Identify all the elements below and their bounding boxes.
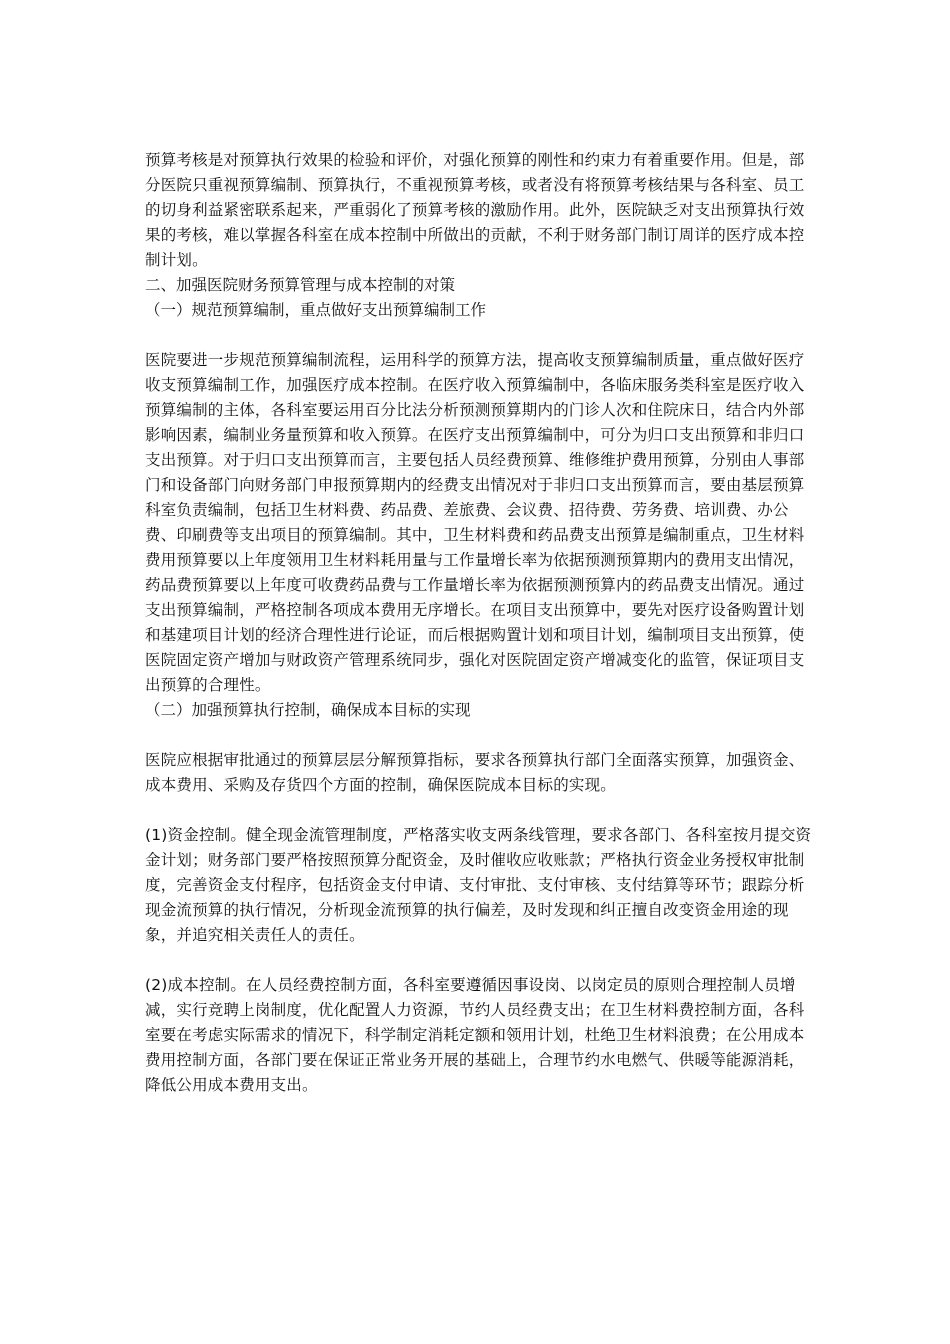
section-heading-2: 二、加强医院财务预算管理与成本控制的对策: [145, 276, 456, 294]
subsection-heading-2: （二）加强预算执行控制，确保成本目标的实现: [145, 701, 471, 719]
paragraph-fund-control: (1)资金控制。健全现金流管理制度，严格落实收支两条线管理，要求各部门、各科室按月提交资金计划；财务部门要严格按照预算分配资金，及时催收应收账款；严格执行资金业务授权审批制度，完善资金支付程序，包括资金支付申请、支付审批、支付审核、支付结算等环节；跟踪分析现金流预算的执行情况，分析现金流预算的执行偏差，及时发现和纠正擅自改变资金用途的现象，并追究相关责任人的责任。: [145, 826, 812, 944]
paragraph-budget-assessment: 预算考核是对预算执行效果的检验和评价，对强化预算的刚性和约束力有着重要作用。但是，部分医院只重视预算编制、预算执行，不重视预算考核，或者没有将预算考核结果与各科室、员工的切身利益紧密联系起来，严重弱化了预算考核的激励作用。此外，医院缺乏对支出预算执行效果的考核，难以掌握各科室在成本控制中所做出的贡献，不利于财务部门制订周详的医疗成本控制计划。: [145, 151, 805, 269]
paragraph-budget-execution: 医院应根据审批通过的预算层层分解预算指标，要求各预算执行部门全面落实预算，加强资金、成本费用、采购及存货四个方面的控制，确保医院成本目标的实现。: [145, 751, 805, 794]
paragraph-budget-compilation: 医院要进一步规范预算编制流程，运用科学的预算方法，提高收支预算编制质量，重点做好医疗收支预算编制工作，加强医疗成本控制。在医疗收入预算编制中，各临床服务类科室是医疗收入预算编制的主体，各科室要运用百分比法分析预测预算期内的门诊人次和住院床日，结合内外部影响因素，编制业务量预算和收入预算。在医疗支出预算编制中，可分为归口支出预算和非归口支出预算。对于归口支出预算而言，主要包括人员经费预算、维修维护费用预算，分别由人事部门和设备部门向财务部门申报预算期内的经费支出情况对于非归口支出预算而言，要由基层预算科室负责编制，包括卫生材料费、药品费、差旅费、会议费、招待费、劳务费、培训费、办公费、印刷费等支出项目的预算编制。其中，卫生材料费和药品费支出预算是编制重点，卫生材料费用预算要以上年度领用卫生材料耗用量与工作量增长率为依据预测预算期内的费用支出情况，药品费预算要以上年度可收费药品费与工作量增长率为依据预测预算内的药品费支出情况。通过支出预算编制，严格控制各项成本费用无序增长。在项目支出预算中，要先对医疗设备购置计划和基建项目计划的经济合理性进行论证，而后根据购置计划和项目计划，编制项目支出预算，使医院固定资产增加与财政资产管理系统同步，强化对医院固定资产增减变化的监管，保证项目支出预算的合理性。: [145, 351, 805, 694]
document-body: [145, 148, 813, 1098]
subsection-heading-1: （一）规范预算编制，重点做好支出预算编制工作: [145, 301, 487, 319]
paragraph-cost-control: (2)成本控制。在人员经费控制方面，各科室要遵循因事设岗、以岗定员的原则合理控制人员增减，实行竞聘上岗制度，优化配置人力资源，节约人员经费支出；在卫生材料费控制方面，各科室要在考虑实际需求的情况下，科学制定消耗定额和领用计划，杜绝卫生材料浪费；在公用成本费用控制方面，各部门要在保证正常业务开展的基础上，合理节约水电燃气、供暖等能源消耗，降低公用成本费用支出。: [145, 976, 805, 1094]
